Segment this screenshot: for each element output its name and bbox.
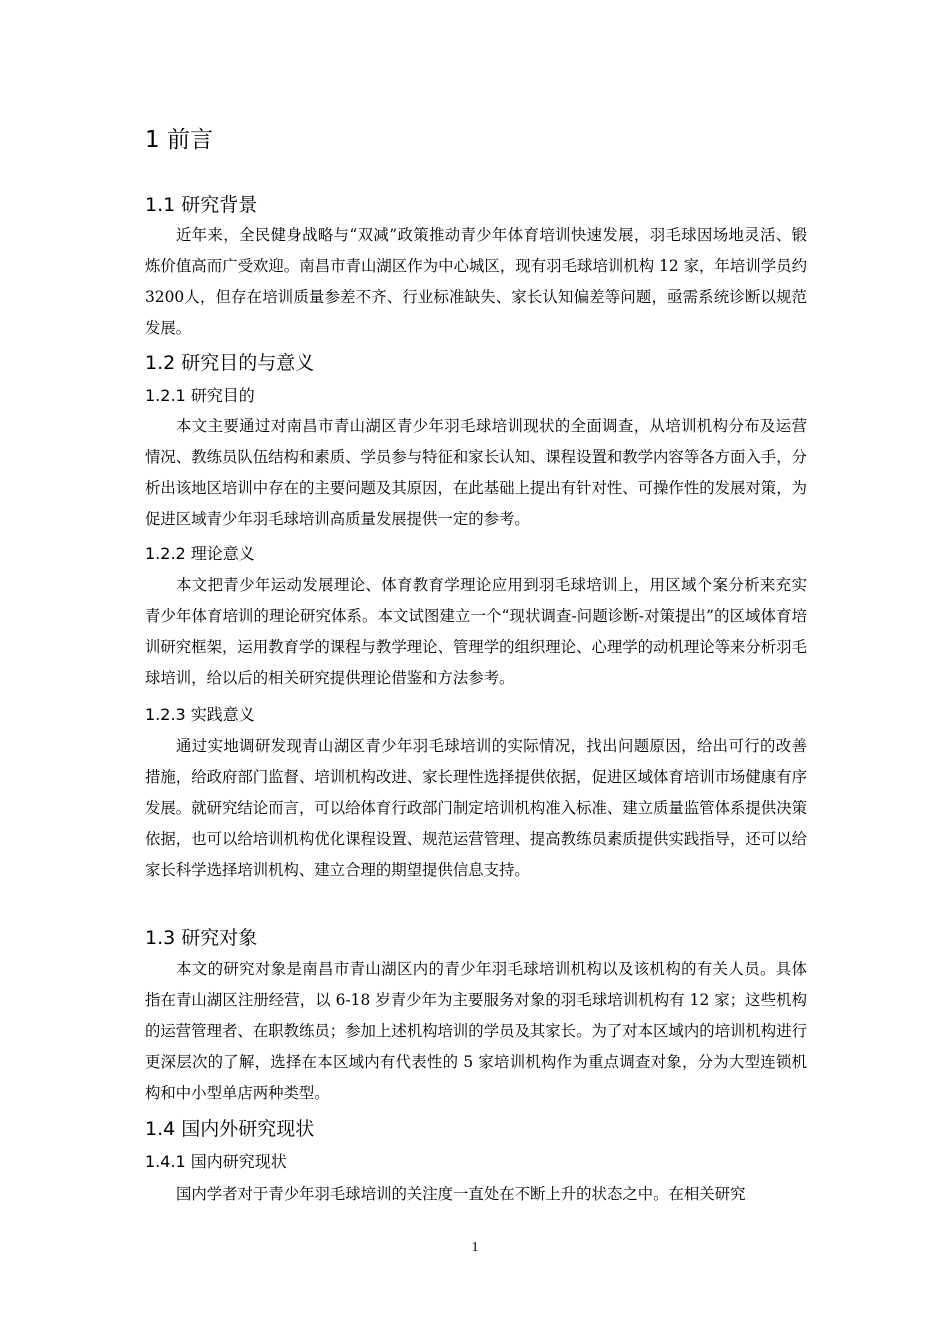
- paragraph-research-object: 本文的研究对象是南昌市青山湖区内的青少年羽毛球培训机构以及该机构的有关人员。具体指在青山湖区注册经营，以 6-18 岁青少年为主要服务对象的羽毛球培训机构有 12 家；这些机构的运营管理者、在职教练员；参加上述机构培训的学员及其家长。为了对本区域内的培训机构进行更深层次的了解，选择在本区域内有代表性的 5 家培训机构作为重点调查对象，分为大型连锁机构和中小型单店两种类型。: [145, 960, 807, 1102]
- chapter-title: 1 前言: [145, 127, 213, 153]
- section-heading-1-2: 1.2 研究目的与意义: [145, 352, 315, 374]
- section-heading-1-4-1: 1.4.1 国内研究现状: [145, 1152, 287, 1171]
- paragraph-research-purpose: 本文主要通过对南昌市青山湖区青少年羽毛球培训现状的全面调查，从培训机构分布及运营情况、教练员队伍结构和素质、学员参与特征和家长认知、课程设置和教学内容等各方面入手，分析出该地区培训中存在的主要问题及其原因，在此基础上提出有针对性、可操作性的发展对策，为促进区域青少年羽毛球培训高质量发展提供一定的参考。: [145, 417, 807, 528]
- section-heading-1-1: 1.1 研究背景: [145, 194, 258, 216]
- section-heading-1-3: 1.3 研究对象: [145, 927, 258, 949]
- section-heading-1-2-3: 1.2.3 实践意义: [145, 705, 255, 724]
- section-heading-1-2-1: 1.2.1 研究目的: [145, 386, 255, 405]
- paragraph-practical-significance: 通过实地调研发现青山湖区青少年羽毛球培训的实际情况，找出问题原因，给出可行的改善措施，给政府部门监督、培训机构改进、家长理性选择提供依据，促进区域体育培训市场健康有序发展。就研究结论而言，可以给体育行政部门制定培训机构准入标准、建立质量监管体系提供决策依据，也可以给培训机构优化课程设置、规范运营管理、提高教练员素质提供实践指导，还可以给家长科学选择培训机构、建立合理的期望提供信息支持。: [145, 737, 807, 879]
- page-number: 1: [471, 1240, 479, 1255]
- paragraph-theoretical-significance: 本文把青少年运动发展理论、体育教育学理论应用到羽毛球培训上，用区域个案分析来充实青少年体育培训的理论研究体系。本文试图建立一个“现状调查-问题诊断-对策提出”的区域体育培训研究框架，运用教育学的课程与教学理论、管理学的组织理论、心理学的动机理论等来分析羽毛球培训，给以后的相关研究提供理论借鉴和方法参考。: [145, 576, 807, 687]
- document-page: [145, 0, 807, 1344]
- section-heading-1-4: 1.4 国内外研究现状: [145, 1118, 315, 1140]
- section-heading-1-2-2: 1.2.2 理论意义: [145, 544, 255, 563]
- paragraph-domestic-research: 国内学者对于青少年羽毛球培训的关注度一直处在不断上升的状态之中。在相关研究: [176, 1185, 746, 1203]
- paragraph-research-background: 近年来，全民健身战略与“双减”政策推动青少年体育培训快速发展，羽毛球因场地灵活、锻炼价值高而广受欢迎。南昌市青山湖区作为中心城区，现有羽毛球培训机构 12 家，年培训学员约3200人，但存在培训质量参差不齐、行业标准缺失、家长认知偏差等问题，亟需系统诊断以规范发展。: [145, 226, 807, 337]
